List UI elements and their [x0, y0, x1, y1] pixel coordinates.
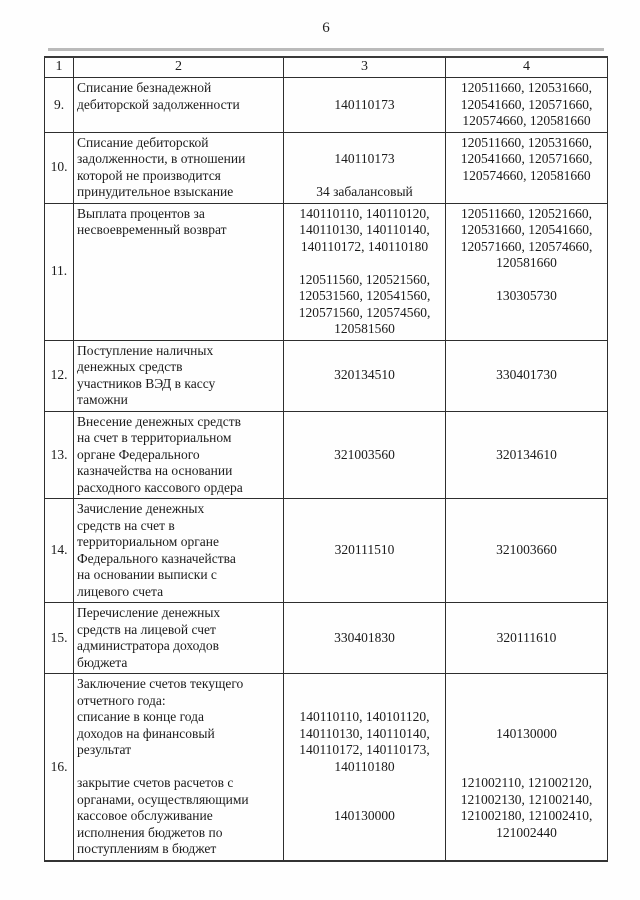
cell-line: Поступление наличных — [77, 342, 214, 358]
table-row — [45, 340, 608, 411]
debit-account-cell — [284, 603, 446, 674]
cell-line: 140110180 — [334, 758, 395, 774]
cell-line — [449, 676, 604, 693]
cell-line: принудительное взыскание — [77, 184, 234, 199]
cell-line: на основании выписки с — [77, 567, 217, 582]
debit-account-cell — [284, 674, 446, 861]
cell-line: органе Федерального — [77, 446, 200, 462]
table-header-row — [45, 57, 608, 78]
row-number-cell — [45, 499, 74, 603]
cell-line: 120574660, 120581660 — [462, 113, 591, 128]
debit-account-cell — [284, 499, 446, 603]
cell-line: денежных средств — [77, 359, 183, 374]
cell-line: 140110173 — [334, 151, 395, 166]
cell-line: доходов на финансовый — [77, 725, 215, 741]
debit-account-cell — [284, 132, 446, 203]
cell-line — [77, 759, 280, 776]
column-header-2: 2 — [74, 57, 284, 78]
cell-line — [287, 693, 442, 710]
cell-line — [287, 135, 442, 152]
credit-account-cell — [446, 499, 608, 603]
row-number-cell — [45, 78, 74, 133]
cell-line: 120511660, 120531660, — [460, 80, 593, 95]
cell-line: средств на лицевой счет — [77, 621, 216, 637]
credit-account-cell — [446, 132, 608, 203]
cell-line: 120541660, 120571660, — [460, 96, 593, 112]
operation-name-cell — [74, 674, 284, 861]
cell-line — [287, 792, 442, 809]
cell-line: 330401730 — [496, 367, 557, 383]
cell-line: Выплата процентов за — [77, 205, 205, 221]
table-header — [45, 57, 608, 78]
debit-account-cell — [284, 411, 446, 499]
cell-line: 320111510 — [334, 542, 395, 558]
cell-line: 15. — [50, 629, 68, 645]
cell-line: 140130000 — [334, 808, 395, 823]
cell-line — [287, 676, 442, 693]
cell-line: 140110172, 140110180 — [300, 238, 429, 254]
cell-line: 120581660 — [496, 255, 557, 270]
cell-line: 121002180, 121002410, — [460, 808, 593, 823]
credit-account-cell — [446, 203, 608, 340]
cell-line: лицевого счета — [77, 583, 164, 599]
row-number-cell — [45, 411, 74, 499]
cell-line: территориальном органе — [77, 534, 219, 549]
table-row — [45, 499, 608, 603]
cell-line — [449, 759, 604, 776]
cell-line: 12. — [50, 367, 68, 383]
cell-line — [287, 775, 442, 792]
cell-line: Внесение денежных средств — [77, 413, 242, 429]
row-number-cell — [45, 674, 74, 861]
column-header-3: 3 — [284, 57, 446, 78]
cell-line: 120511560, 120521560, — [298, 271, 431, 287]
cell-line: казначейства на основании — [77, 463, 233, 478]
row-number-cell — [45, 132, 74, 203]
cell-line: на счет в территориальном — [77, 430, 232, 445]
cell-line: Зачисление денежных — [77, 501, 205, 516]
table-body — [45, 78, 608, 861]
cell-line: которой не производится — [77, 167, 221, 183]
cell-line: отчетного года: — [77, 692, 166, 708]
cell-line: 120571560, 120574560, — [298, 304, 431, 320]
cell-line: поступлениям в бюджет — [77, 841, 217, 856]
credit-account-cell — [446, 78, 608, 133]
cell-line: закрытие счетов расчетов с — [77, 775, 234, 790]
cell-line — [287, 168, 442, 185]
table-row — [45, 603, 608, 674]
row-number-cell — [45, 340, 74, 411]
cell-line — [449, 272, 604, 289]
cell-line: таможни — [77, 392, 128, 407]
cell-line: 34 забалансовый — [316, 184, 413, 199]
cell-line: 140110130, 140110140, — [299, 725, 430, 741]
cell-line: 120531660, 120541660, — [460, 222, 593, 237]
column-header-1: 1 — [45, 57, 74, 78]
scan-artifact-line — [48, 48, 604, 51]
cell-line: 11. — [50, 263, 68, 279]
accounting-operations-table — [44, 56, 608, 862]
table-row — [45, 411, 608, 499]
cell-line: дебиторской задолженности — [77, 96, 240, 112]
cell-line: 120531560, 120541560, — [298, 288, 431, 303]
operation-name-cell — [74, 499, 284, 603]
cell-line: 120541660, 120571660, — [460, 151, 593, 166]
cell-line — [287, 255, 442, 272]
cell-line: 321003660 — [496, 542, 557, 558]
cell-line: 120574660, 120581660 — [462, 167, 591, 183]
cell-line: участников ВЭД в кассу — [77, 375, 216, 391]
cell-line: 320111610 — [496, 629, 557, 645]
cell-line: списание в конце года — [77, 709, 205, 724]
cell-line — [449, 709, 604, 726]
cell-line: 140110110, 140110120, — [299, 205, 430, 221]
page-number: 6 — [322, 20, 330, 36]
cell-line: 121002130, 121002140, — [460, 791, 593, 807]
table-row — [45, 132, 608, 203]
credit-account-cell — [446, 674, 608, 861]
cell-line: задолженности, в отношении — [77, 151, 246, 166]
cell-line: Заключение счетов текущего — [77, 676, 244, 691]
cell-line — [449, 693, 604, 710]
credit-account-cell — [446, 411, 608, 499]
debit-account-cell — [284, 340, 446, 411]
operation-name-cell — [74, 603, 284, 674]
cell-line: Списание дебиторской — [77, 134, 209, 150]
operation-name-cell — [74, 411, 284, 499]
cell-line: органами, осуществляющими — [77, 791, 249, 807]
cell-line: расходного кассового ордера — [77, 479, 243, 495]
cell-line: 140110130, 140110140, — [299, 222, 430, 237]
column-header-4: 4 — [446, 57, 608, 78]
row-number-cell — [45, 203, 74, 340]
table-row — [45, 674, 608, 861]
debit-account-cell — [284, 78, 446, 133]
cell-line: 121002440 — [496, 824, 557, 840]
cell-line: результат — [77, 742, 132, 757]
cell-line: Перечисление денежных — [77, 605, 221, 620]
operation-name-cell — [74, 132, 284, 203]
cell-line: 140110172, 140110173, — [299, 742, 430, 757]
cell-line: 120571660, 120574660, — [460, 238, 593, 254]
cell-line: бюджета — [77, 654, 128, 670]
cell-line: 140110173 — [334, 96, 395, 112]
cell-line: 14. — [50, 542, 68, 558]
cell-line: администратора доходов — [77, 638, 219, 653]
cell-line: 130305730 — [496, 288, 557, 303]
operation-name-cell — [74, 340, 284, 411]
cell-line: 320134610 — [496, 446, 557, 462]
operation-name-cell — [74, 203, 284, 340]
cell-line: 120581560 — [334, 321, 395, 336]
cell-line: 140130000 — [496, 725, 557, 741]
table-row — [45, 203, 608, 340]
credit-account-cell — [446, 340, 608, 411]
operation-name-cell — [74, 78, 284, 133]
cell-line: несвоевременный возврат — [77, 222, 227, 237]
cell-line: 120511660, 120531660, — [460, 134, 593, 150]
table-row — [45, 78, 608, 133]
credit-account-cell — [446, 603, 608, 674]
cell-line: 330401830 — [334, 629, 395, 645]
cell-line: 16. — [50, 758, 68, 774]
cell-line: 9. — [53, 96, 65, 112]
cell-line: кассовое обслуживание — [77, 808, 213, 823]
cell-line: Федерального казначейства — [77, 550, 236, 566]
row-number-cell — [45, 603, 74, 674]
cell-line: исполнения бюджетов по — [77, 824, 223, 840]
debit-account-cell — [284, 203, 446, 340]
cell-line — [449, 742, 604, 759]
cell-line: 320134510 — [334, 367, 395, 383]
cell-line: 140110110, 140101120, — [299, 709, 430, 724]
cell-line: 13. — [50, 446, 68, 462]
cell-line: средств на счет в — [77, 517, 175, 533]
cell-line: 120511660, 120521660, — [460, 205, 593, 221]
cell-line: 321003560 — [334, 446, 395, 462]
cell-line: Списание безнадежной — [77, 80, 212, 95]
cell-line: 121002110, 121002120, — [460, 775, 593, 790]
cell-line: 10. — [50, 159, 68, 175]
